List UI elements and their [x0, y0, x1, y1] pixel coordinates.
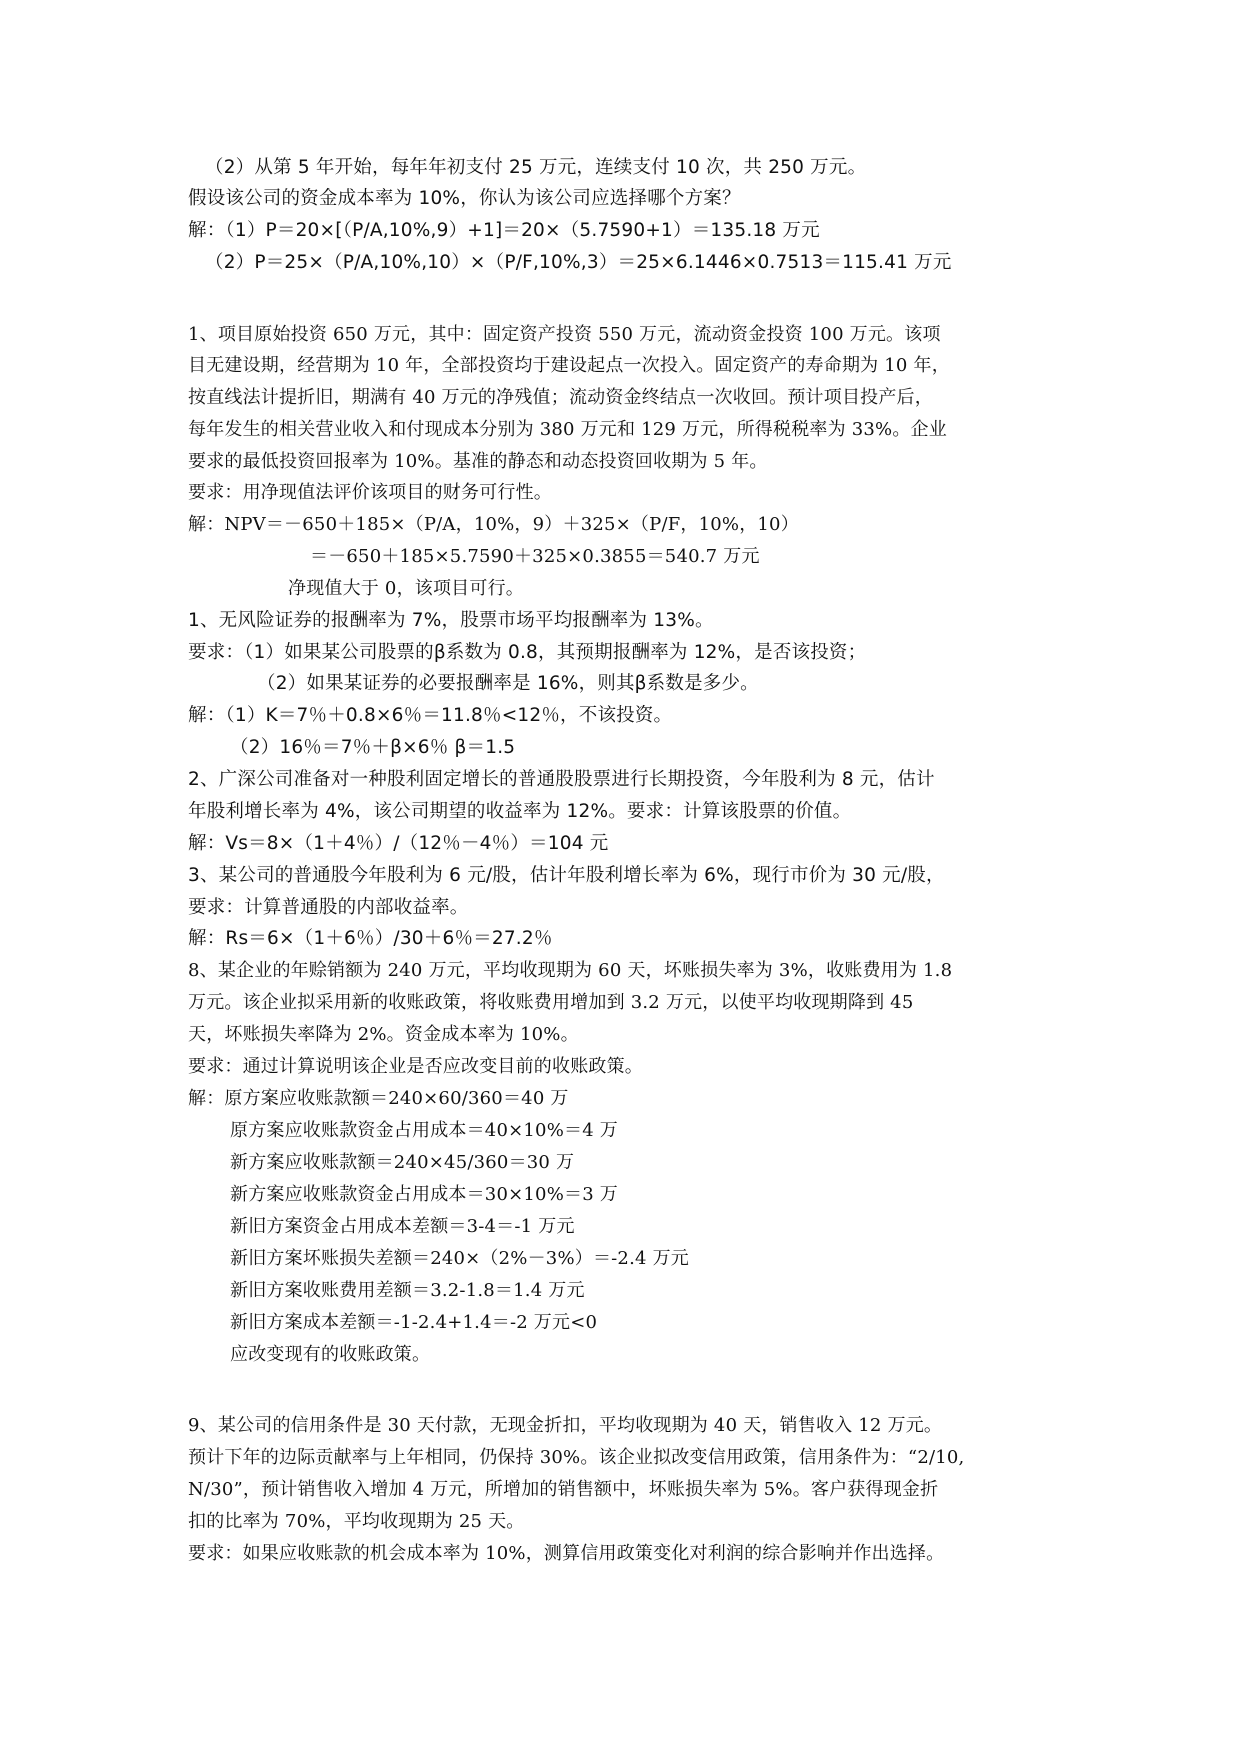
section-c-line-3: （2）如果某证券的必要报酬率是 16%，则其β系数是多少。	[257, 673, 759, 694]
section-e-line-2: 要求：计算普通股的内部收益率。	[188, 897, 469, 918]
section-c-line-5: （2）16％＝7％＋β×6％ β＝1.5	[230, 737, 516, 758]
section-b-line-2: 目无建设期，经营期为 10 年，全部投资均于建设起点一次投入。固定资产的寿命期为 10 年，	[188, 355, 950, 376]
section-g-line-4: 扣的比率为 70%，平均收现期为 25 天。	[188, 1511, 525, 1532]
section-f-line-4: 要求：通过计算说明该企业是否应改变目前的收账政策。	[188, 1056, 643, 1077]
section-f-line-11: 新旧方案收账费用差额＝3.2-1.8＝1.4 万元	[230, 1280, 585, 1301]
section-b-line-9: 净现值大于 0，该项目可行。	[288, 578, 524, 599]
section-f-line-13: 应改变现有的收账政策。	[230, 1344, 431, 1365]
section-g-line-5: 要求：如果应收账款的机会成本率为 10%，测算信用政策变化对利润的综合影响并作出选择。	[188, 1543, 945, 1564]
section-c-line-1: 1、无风险证券的报酬率为 7%，股票市场平均报酬率为 13%。	[188, 610, 714, 631]
section-c-line-4: 解：（1）K＝7％＋0.8×6％＝11.8％<12％，不该投资。	[188, 705, 673, 726]
section-b-line-8: ＝－650＋185×5.7590＋325×0.3855＝540.7 万元	[310, 546, 760, 567]
section-a-line-4: （2）P＝25×（P/A,10%,10）×（P/F,10%,3）＝25×6.1446×0.7513＝115.41 万元	[205, 252, 952, 273]
section-e-line-3: 解：Rs＝6×（1＋6％）/30＋6％＝27.2％	[188, 928, 553, 949]
section-d-line-3: 解：Vs＝8×（1＋4％）/（12％－4％）＝104 元	[188, 833, 609, 854]
section-a-line-2: 假设该公司的资金成本率为 10%，你认为该公司应选择哪个方案？	[188, 188, 741, 209]
section-e-line-1: 3、某公司的普通股今年股利为 6 元/股，估计年股利增长率为 6%，现行市价为 30 元/股，	[188, 865, 945, 886]
section-a-line-1: （2）从第 5 年开始，每年年初支付 25 万元，连续支付 10 次，共 250 万元。	[205, 157, 867, 178]
section-f-line-7: 新方案应收账款额＝240×45/360＝30 万	[230, 1152, 575, 1173]
section-b-line-6: 要求：用净现值法评价该项目的财务可行性。	[188, 482, 552, 503]
section-b-line-7: 解：NPV＝－650＋185×（P/A，10%，9）＋325×（P/F，10%，10）	[188, 514, 799, 535]
section-c-line-2: 要求：（1）如果某公司股票的β系数为 0.8，其预期报酬率为 12%，是否该投资；	[188, 642, 867, 663]
section-g-line-2: 预计下年的边际贡献率与上年相同，仍保持 30%。该企业拟改变信用政策，信用条件为：“2/10,	[188, 1447, 965, 1468]
section-f-line-5: 解：原方案应收账款额＝240×60/360＝40 万	[188, 1088, 569, 1109]
section-g-line-1: 9、某公司的信用条件是 30 天付款，无现金折扣，平均收现期为 40 天，销售收入 12 万元。	[188, 1415, 943, 1436]
section-b-line-5: 要求的最低投资回报率为 10%。基准的静态和动态投资回收期为 5 年。	[188, 451, 768, 472]
section-f-line-3: 天，坏账损失率降为 2%。资金成本率为 10%。	[188, 1024, 579, 1045]
section-f-line-6: 原方案应收账款资金占用成本＝40×10%＝4 万	[230, 1120, 618, 1141]
section-f-line-2: 万元。该企业拟采用新的收账政策，将收账费用增加到 3.2 万元，以使平均收现期降到 45	[188, 992, 914, 1013]
section-f-line-8: 新方案应收账款资金占用成本＝30×10%＝3 万	[230, 1184, 618, 1205]
section-b-line-1: 1、项目原始投资 650 万元，其中：固定资产投资 550 万元，流动资金投资 100 万元。该项	[188, 324, 941, 345]
section-g-line-3: N/30”，预计销售收入增加 4 万元，所增加的销售额中，坏账损失率为 5%。客户获得现金折	[188, 1479, 939, 1500]
section-f-line-12: 新旧方案成本差额＝-1-2.4+1.4＝-2 万元<0	[230, 1312, 598, 1333]
section-a-line-3: 解：（1）P＝20×[（P/A,10%,9）+1]＝20×（5.7590+1）＝135.18 万元	[188, 220, 820, 241]
section-b-line-4: 每年发生的相关营业收入和付现成本分别为 380 万元和 129 万元，所得税税率为 33%。企业	[188, 419, 947, 440]
section-f-line-10: 新旧方案坏账损失差额＝240×（2%－3%）＝-2.4 万元	[230, 1248, 689, 1269]
section-f-line-1: 8、某企业的年赊销额为 240 万元，平均收现期为 60 天，坏账损失率为 3%，收账费用为 1.8	[188, 960, 953, 981]
section-f-line-9: 新旧方案资金占用成本差额＝3-4＝-1 万元	[230, 1216, 575, 1237]
section-d-line-2: 年股利增长率为 4%，该公司期望的收益率为 12%。要求：计算该股票的价值。	[188, 801, 852, 822]
section-b-line-3: 按直线法计提折旧，期满有 40 万元的净残值；流动资金终结点一次收回。预计项目投产后，	[188, 387, 933, 408]
section-d-line-1: 2、广深公司准备对一种股利固定增长的普通股股票进行长期投资，今年股利为 8 元，估计	[188, 769, 935, 790]
